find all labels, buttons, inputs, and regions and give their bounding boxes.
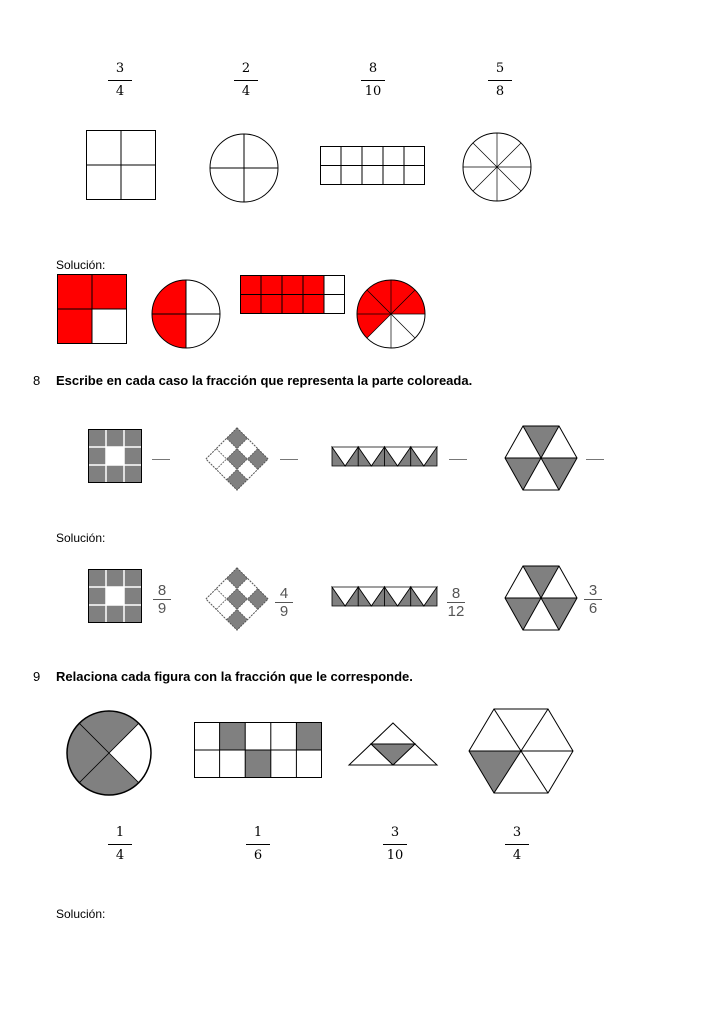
numerator: 3	[390, 825, 400, 840]
hexagon-3-6	[505, 425, 577, 491]
numerator: 1	[115, 825, 125, 840]
blank-circle-eighths	[461, 131, 533, 203]
answer-fraction-4-9	[272, 586, 296, 619]
exercise-title: Escribe en cada caso la fracción que representa la parte coloreada.	[56, 373, 473, 388]
fraction-3-4	[497, 826, 537, 863]
numerator: 5	[495, 61, 505, 76]
gray-circle-3-4	[65, 709, 153, 797]
gray-grid-8-9-solution	[88, 569, 142, 623]
rectangle-grid-3-10	[194, 722, 322, 778]
numerator: 8	[451, 585, 461, 602]
answer-blank	[280, 459, 298, 460]
denominator: 10	[386, 848, 404, 863]
exercise-number: 8	[33, 373, 41, 388]
fraction-1-4	[100, 826, 140, 863]
fraction-5-8	[480, 62, 520, 99]
fraction-bar	[234, 80, 258, 81]
denominator: 6	[588, 600, 598, 617]
answer-blank	[152, 459, 170, 460]
denominator: 4	[115, 84, 125, 99]
answer-blank	[449, 459, 467, 460]
answer-blank	[586, 459, 604, 460]
blank-rectangle-grid	[320, 146, 426, 186]
numerator: 4	[279, 585, 289, 602]
fraction-bar	[246, 844, 270, 845]
fraction-bar	[108, 844, 132, 845]
fraction-3-4	[100, 62, 140, 99]
fraction-bar	[361, 80, 385, 81]
exercise-title: Relaciona cada figura con la fracción que le corresponde.	[56, 669, 413, 684]
solution-label: Solución:	[56, 258, 106, 272]
fraction-bar	[108, 80, 132, 81]
triangle-strip-8-12-solution	[332, 587, 438, 607]
denominator: 10	[364, 84, 382, 99]
numerator: 2	[241, 61, 251, 76]
denominator: 4	[241, 84, 251, 99]
solution-circle-2-4	[151, 279, 221, 349]
denominator: 9	[157, 600, 167, 617]
numerator: 3	[512, 825, 522, 840]
solution-label: Solución:	[56, 907, 106, 921]
denominator: 4	[512, 848, 522, 863]
numerator: 8	[368, 61, 378, 76]
denominator: 4	[115, 848, 125, 863]
hexagon-3-6-solution	[505, 565, 577, 631]
numerator: 1	[253, 825, 263, 840]
triangle-1-4	[348, 722, 438, 766]
fraction-8-10	[353, 62, 393, 99]
fraction-3-10	[375, 826, 415, 863]
denominator: 12	[447, 603, 465, 620]
solution-label: Solución:	[56, 531, 106, 545]
denominator: 9	[279, 603, 289, 620]
fraction-2-4	[226, 62, 266, 99]
solution-circle-5-8	[355, 278, 427, 350]
exercise-number: 9	[33, 669, 41, 684]
gray-grid-8-9	[88, 429, 142, 483]
fraction-bar	[383, 844, 407, 845]
blank-circle-quarters	[208, 132, 280, 204]
blank-square-grid	[86, 130, 156, 200]
fraction-bar	[505, 844, 529, 845]
numerator: 8	[157, 582, 167, 599]
solution-square-3-4	[57, 274, 127, 344]
denominator: 6	[253, 848, 263, 863]
hexagon-1-6	[468, 708, 574, 794]
numerator: 3	[588, 582, 598, 599]
fraction-1-6	[238, 826, 278, 863]
numerator: 3	[115, 61, 125, 76]
answer-fraction-3-6	[581, 583, 605, 616]
diamond-grid-4-9-solution	[204, 562, 270, 636]
answer-fraction-8-12	[444, 586, 468, 619]
diamond-grid-4-9	[204, 422, 270, 496]
answer-fraction-8-9	[150, 583, 174, 616]
triangle-strip-8-12	[332, 447, 438, 467]
solution-rectangle-8-10	[240, 275, 346, 315]
fraction-bar	[488, 80, 512, 81]
denominator: 8	[495, 84, 505, 99]
